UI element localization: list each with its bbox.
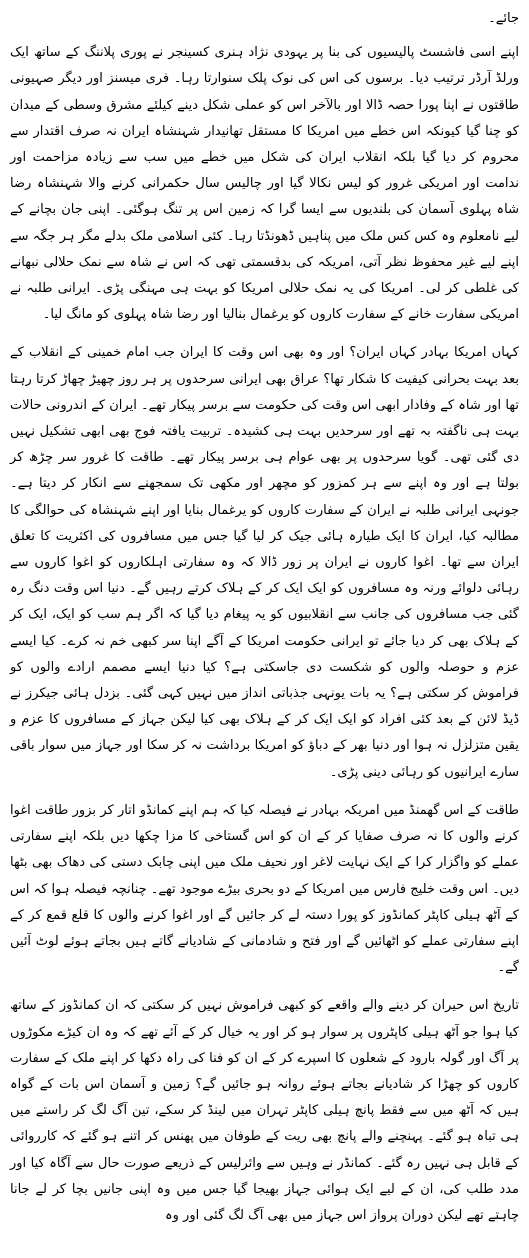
article-paragraph-3: کہاں امریکا بہادر کہاں ایران؟ اور وہ بھی اس وقت کا ایران جب امام خمینی کے انقلاب کے بعد بہت بحرانی کیفیت کا شکار تھا؟ عراق بھی ایرانی سرحدوں پر ہر روز چھیڑ چھاڑ کرتا رہتا تھا اور شاہ کے وفادار ابھی اس وقت کی حکومت سے برسر پیکار تھے۔ ایران کے اندرونی حالات بہت ہی ناگفتہ بہ تھے اور سرحدیں بہت ہی کشیدہ۔ تربیت یافتہ فوج بھی ابھی تشکیل نہیں دی گئی تھی۔ گویا سرحدوں پر بھی عوام ہی برسر پیکار تھے۔ طاقت کا غرور سر چڑھ کر بولتا ہے اور وہ اپنے سے ہر کمزور کو مچھر اور مکھی تک سمجھنے سے انکار کر دیتا ہے۔ جونہی ایرانی طلبہ نے ایران کے سفارت کاروں کو یرغمال بنایا اور اپنے شہنشاہ کی حوالگی کا مطالبہ کیا، ایران کا ایک طیارہ ہائی جیک کر لیا گیا جس میں مسافروں کی اکثریت کا تعلق ایران سے تھا۔ اغوا کاروں نے ایران پر زور ڈالا کہ وہ سفارتی اہلکاروں کو اغوا کاروں سے رہائی دلوائے ورنہ وہ مسافروں کو ایک ایک کر کے ہلاک کرتے رہیں گے۔ دنیا اس وقت دنگ رہ گئی جب مسافروں کی جانب سے انقلابیوں کو یہ پیغام دیا گیا کہ اگر ہم سب کو ایک، ایک کر کے ہلاک بھی کر دیا جائے تو ایرانی حکومت امریکا کے آگے اپنا سر کبھی خم نہ کرے۔ کیا ایسے عزم و حوصلہ والوں کو شکست دی جاسکتی ہے؟ کیا دنیا ایسے مصمم ارادے والوں کو فراموش کر سکتی ہے؟ یہ بات یونہی جذباتی انداز میں نہیں کہی گئی۔ بزدل ہائی جیکرز نے ڈیڈ لائن کے بعد کئی افراد کو ایک ایک کر کے ہلاک بھی کیا لیکن جہاز کے مسافروں کا عزم و یقین متزلزل نہ ہوا اور دنیا بھر کے دباؤ کو امریکا برداشت نہ کر سکا اور جہاز میں سوار باقی سارے ایرانیوں کو رہائی دینی پڑی۔ [10,345,519,780]
article-paragraph-4: طاقت کے اس گھمنڈ میں امریکہ بہادر نے فیصلہ کیا کہ ہم اپنے کمانڈو اتار کر بزور طاقت اغوا کرنے والوں کا نہ صرف صفایا کر کے ان کو اس گستاخی کا مزا چکھا دیں بلکہ اپنے سفارتی عملے کو واگزار کرا کے ایک نہایت لاغر اور نحیف ملک میں اپنی چابک دستی کی دھاک بھی بٹھا دیں۔ اس وقت خلیج فارس میں امریکا کے دو بحری بیڑے موجود تھے۔ چنانچہ فیصلہ ہوا کہ اس کے آٹھ ہیلی کاپٹر کمانڈوز کو پورا دستہ لے کر جائیں گے اور اغوا کرنے والوں کا قلع قمع کر کے اپنے سفارتی عملے کو اٹھائیں گے اور فتح و شادمانی کے شادیانے گاتے ہیں بجاتے ہوئے لوٹ آئیں گے۔ [10,802,519,976]
article-paragraph-1: جائے۔ [488,11,519,26]
article-paragraph-5: تاریخ اس حیران کر دینے والے واقعے کو کبھی فراموش نہیں کر سکتی کہ ان کمانڈوز کے ساتھ کیا ہوا جو آٹھ ہیلی کاپٹروں پر سوار ہو کر اور یہ خیال کر کے آئے تھے کہ وہ ان کیڑے مکوڑوں پر آگ اور گولہ بارود کے شعلوں کا اسپرے کر کے ان کو فنا کی راہ دکھا کر اپنے ملک کے سفارت کاروں کو چھڑا کر شادیانے بجاتے ہوئے روانہ ہو جائیں گے؟ زمین و آسمان اس بات کے گواہ ہیں کہ آٹھ میں سے فقط پانچ ہیلی کاپٹر تہران میں لینڈ کر سکے، تین آگ لگ کر راستے میں ہی تباہ ہو گئے۔ پہنچنے والے پانچ بھی ریت کے طوفان میں پھنس کر اتنے ہو گئے کہ کارروائی کے قابل ہی نہیں رہ گئے۔ کمانڈر نے وہیں سے وائرلیس کے ذریعے صورت حال سے آگاہ کیا اور مدد طلب کی، ان کے لیے ایک ہوائی جہاز بھیجا گیا جس میں وہ اپنی جانیں بچا کر لے جانا چاہتے تھے لیکن دوران پرواز اس جہاز میں بھی آگ لگ گئی اور وہ [10,998,519,1223]
article-paragraph-2: اپنے اسی فاشسٹ پالیسیوں کی بنا پر یہودی نژاد ہنری کسینجر نے پوری پلاننگ کے ساتھ ایک ورلڈ آرڈر ترتیب دیا۔ برسوں کی اس کی نوک پلک سنوارتا رہا۔ فری میسنز اور دیگر صہیونی طاقتوں نے اپنا پورا حصہ ڈالا اور بالآخر اس کو عملی شکل دینے کیلئے مشرق وسطی کے میدان کو چنا گیا کیونکہ اس خطے میں امریکا کا مستقل تھانیدار شہنشاہ ایران نہ صرف اقتدار سے محروم کر دیا گیا بلکہ انقلاب ایران کی شکل میں خطے میں سب سے زیادہ مزاحمت اور ندامت اور امریکی غرور کو لیس نکالا گیا اور چالیس سال حکمرانی کرنے والا شہنشاہ رضا شاہ پہلوی آسمان کی بلندیوں سے ایسا گرا کہ زمین اس پر تنگ ہوگئی۔ اپنی جان بچانے کے لیے نامعلوم وہ کس کس ملک میں پناہیں ڈھونڈتا رہا۔ کئی اسلامی ملک بدلے مگر ہر جگہ سے اپنے لیے غیر محفوظ نظر آتی، امریکہ کی بدقسمتی تھی کہ اس نے شاہ سے نمک حلالی نبھانے کی غلطی کر لی۔ امریکا کی یہ نمک حلالی امریکا کو بہت ہی مہنگی پڑی۔ ایرانی طلبہ نے امریکی سفارت خانے کے سفارت کاروں کو یرغمال بنالیا اور رضا شاہ پہلوی کو مانگ لیا۔ [10,45,519,323]
